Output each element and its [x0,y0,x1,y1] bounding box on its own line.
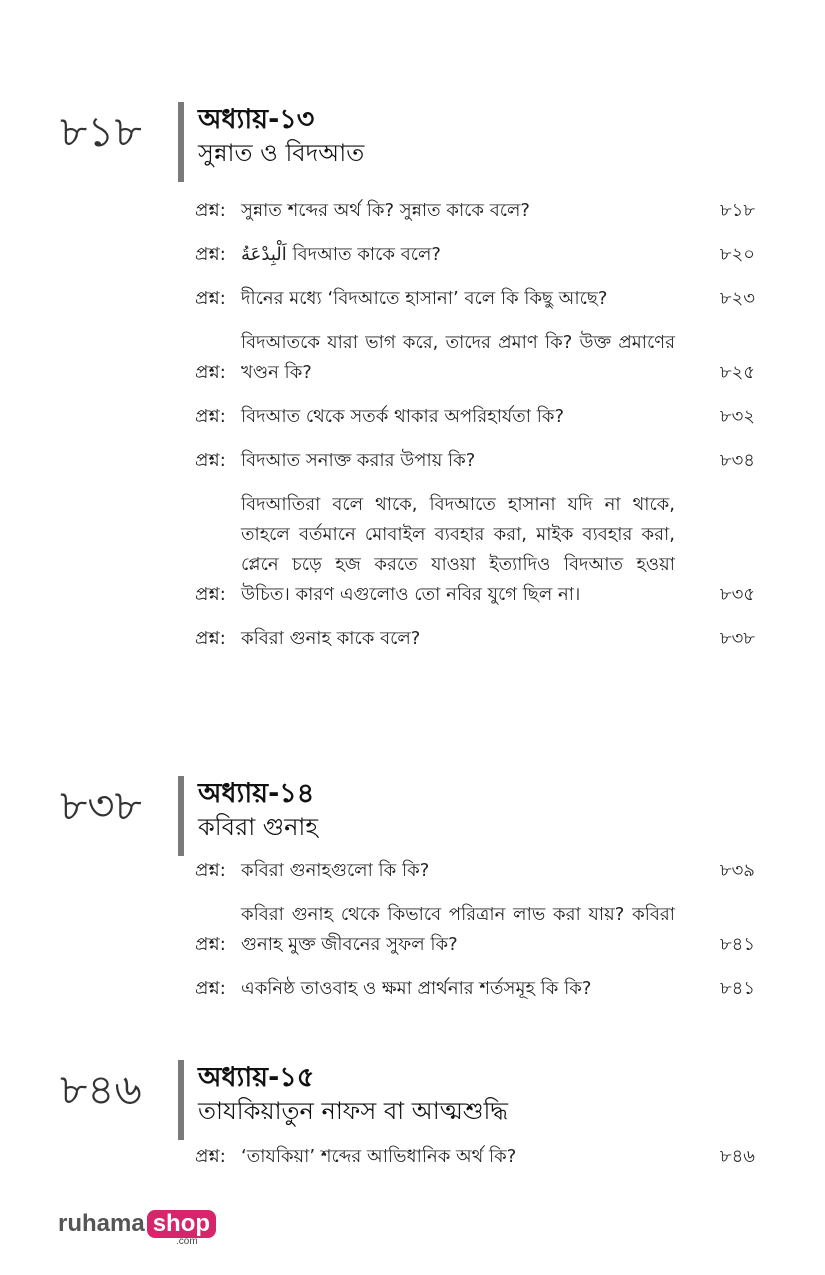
entry-page: ৮১৮ [719,200,755,221]
toc-entry[interactable] [195,974,755,1004]
entry-text: কবিরা গুনাহ থেকে কিভাবে পরিত্রান লাভ করা যায়? কবিরা গুনাহ মুক্ত জীবনের সুফল কি? [241,904,675,955]
toc-entry[interactable] [195,196,755,226]
chapter-divider [178,1060,184,1140]
entry-label: প্রশ্ন: [195,362,226,383]
entry-text: কবিরা গুনাহগুলো কি কি? [241,860,430,881]
chapter-title: অধ্যায়-১৪ [198,778,315,809]
entry-label: প্রশ্ন: [195,584,226,605]
chapter-13-entries [195,196,755,668]
entry-text: একনিষ্ঠ তাওবাহ ও ক্ষমা প্রার্থনার শর্তসমূহ কি কি? [241,978,592,999]
entry-page: ৮২৩ [719,288,755,309]
entry-label: প্রশ্ন: [195,978,226,999]
toc-entry[interactable] [195,240,755,270]
chapter-title: অধ্যায়-১৩ [198,104,315,135]
entry-label: প্রশ্ন: [195,450,226,471]
entry-page: ৮৩৯ [719,860,755,881]
logo-shop-badge: shop [147,1210,216,1238]
entry-label: প্রশ্ন: [195,200,226,221]
chapter-divider [178,776,184,856]
chapter-page-number: ৮৩৮ [60,781,142,830]
entry-page: ৮২০ [719,244,755,265]
entry-text: দীনের মধ্যে ‘বিদআতে হাসানা’ বলে কি কিছু আছে? [241,288,608,309]
chapter-14-entries [195,856,755,1018]
entry-page: ৮৩৪ [719,450,755,471]
chapter-15-entries [195,1142,755,1186]
entry-label: প্রশ্ন: [195,628,226,649]
entry-text: ‘তাযকিয়া’ শব্দের আভিধানিক অর্থ কি? [241,1146,517,1167]
entry-page: ৮৪১ [719,978,755,999]
entry-text: সুন্নাত শব্দের অর্থ কি? সুন্নাত কাকে বলে? [241,200,530,221]
toc-entry[interactable] [195,402,755,432]
entry-label: প্রশ্ন: [195,860,226,881]
chapter-subtitle: তাযকিয়াতুন নাফস বা আত্মশুদ্ধি [198,1097,509,1125]
entry-text: বিদআত থেকে সতর্ক থাকার অপরিহার্যতা কি? [241,406,565,427]
entry-page: ৮৩৮ [719,628,755,649]
toc-entry[interactable] [195,284,755,314]
logo-ruhama-text: ruhama [58,1210,145,1237]
entry-text: বিদআতকে যারা ভাগ করে, তাদের প্রমাণ কি? উক্ত প্রমাণের খণ্ডন কি? [241,332,675,383]
chapter-divider [178,102,184,182]
toc-entry[interactable] [195,490,755,610]
entry-text: اَلْبِدْعَةُ বিদআত কাকে বলে? [241,244,441,265]
toc-entry[interactable] [195,328,755,388]
entry-page: ৮২৫ [719,362,755,383]
chapter-page-number: ৮১৮ [60,107,142,156]
entry-text: বিদআতিরা বলে থাকে, বিদআতে হাসানা যদি না থাকে, তাহলে বর্তমানে মোবাইল ব্যবহার করা, মাইক ব্যবহার করা, প্লেনে চড়ে হজ করতে যাওয়া ইত্যাদিও বিদআত হওয়া উচিত। কারণ এগুলোও তো নবির যুগে ছিল না। [241,494,675,605]
entry-label: প্রশ্ন: [195,934,226,955]
entry-label: প্রশ্ন: [195,406,226,427]
entry-text: কবিরা গুনাহ কাকে বলে? [241,628,421,649]
chapter-subtitle: সুন্নাত ও বিদআত [198,139,365,167]
toc-entry[interactable] [195,900,755,960]
logo-dotcom-text: .com [176,1236,198,1247]
entry-page: ৮৩২ [719,406,755,427]
entry-page: ৮৪১ [719,934,755,955]
entry-label: প্রশ্ন: [195,288,226,309]
entry-label: প্রশ্ন: [195,1146,226,1167]
chapter-page-number: ৮৪৬ [60,1065,142,1114]
chapter-subtitle: কবিরা গুনাহ [198,813,318,841]
entry-text: বিদআত সনাক্ত করার উপায় কি? [241,450,476,471]
toc-entry[interactable] [195,446,755,476]
toc-entry[interactable] [195,856,755,886]
chapter-title: অধ্যায়-১৫ [198,1062,315,1093]
toc-entry[interactable] [195,624,755,654]
entry-page: ৮৪৬ [719,1146,755,1167]
ruhamashop-logo[interactable] [58,1210,216,1247]
entry-label: প্রশ্ন: [195,244,226,265]
entry-page: ৮৩৫ [719,584,755,605]
toc-entry[interactable] [195,1142,755,1172]
